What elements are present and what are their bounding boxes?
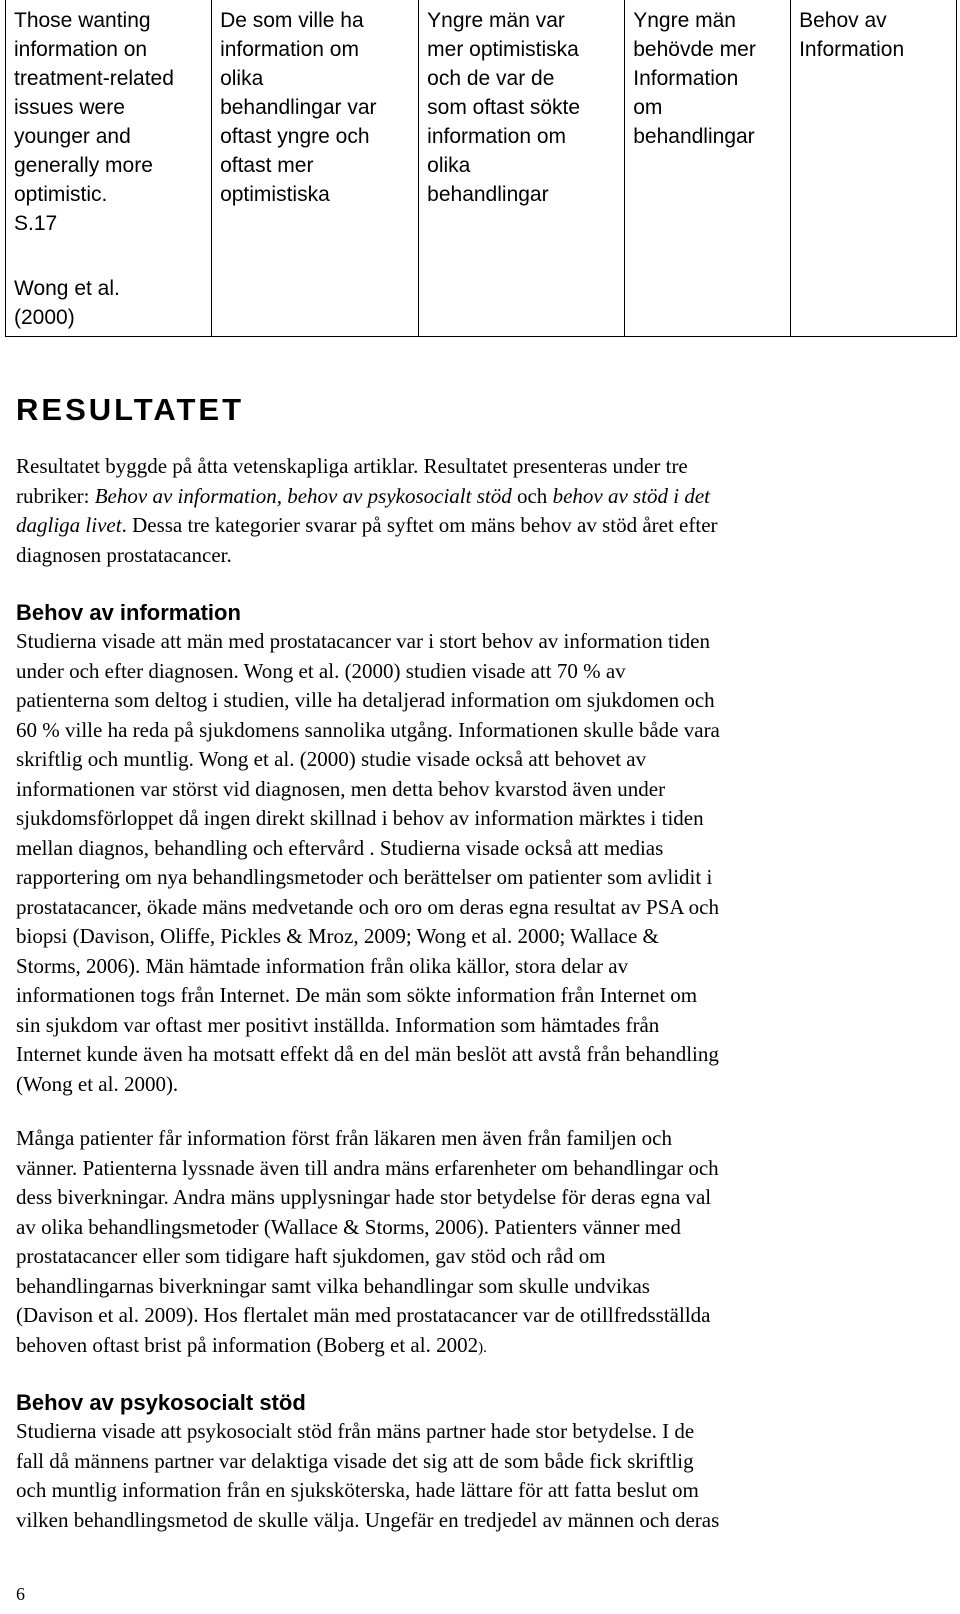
cell-text: Yngre män behövde mer Information om behandlingar (633, 9, 756, 148)
page-number: 6 (16, 1584, 25, 1604)
intro-line-2-prefix: rubriker: (16, 483, 95, 508)
intro-line (16, 482, 916, 512)
section-psychosocial-paragraph-1: Studierna visade att psykosocialt stöd från mäns partner hade stor betydelse. I de fall då männens partner var delaktiga visade det sig att de som både fick skriftlig och muntlig information från en sjuksköterska, hade lättare för att fatta beslut om vilken behandlingsmetod de skulle välja. Ungefär en tredjedel av männen och deras (16, 1419, 720, 1532)
intro-line-4: diagnosen prostatacancer. (16, 542, 232, 567)
intro-line-1: Resultatet byggde på åtta vetenskapliga artiklar. Resultatet presenteras under tre (16, 454, 688, 478)
intro-italic-categories: Behov av information, behov av psykosocialt stöd (94, 483, 512, 508)
cell-text: Yngre män var mer optimistiska och de var de som oftast sökte information om olika behandlingar (427, 9, 581, 206)
paragraph-2-body: Många patienter får information först från läkaren men även från familjen och vänner. Patienterna lyssnade även till andra mäns erfarenheter om behandlingar och dess biverkningar. Andra mäns upplysningar hade stor betydelse för deras egna val av olika behandlingsmetoder (Wallace & Storms, 2006). Patienters vänner med prostatacancer eller som tidigare haft sjukdomen, gav stöd och råd om behandlingarnas biverkningar samt vilka behandlingar som skulle undvikas (Davison et al. 2009). Hos flertalet män med prostatacancer var de otillfredsställda behoven oftast brist på information (Boberg et al. 2002 (16, 1126, 719, 1357)
section-information-paragraph-1: Studierna visade att män med prostatacancer var i stort behov av information tiden under och efter diagnosen. Wong et al. (2000) studien visade att 70 % av patienterna som deltog i studien, ville ha detaljerad information om sjukdomen och 60 % ville ha reda på sjukdomens sannolika utgång. Informationen skulle både vara skriftlig och muntlig. Wong et al. (2000) studie visade också att behovet av informationen var störst vid diagnosen, men detta behov kvarstod även under sjukdomsförloppet då ingen direkt skillnad i behov av information märktes i tiden mellan diagnos, behandling och eftervård . Studierna visade också att medias rapportering om nya behandlingsmetoder och berättelser om patienter som avlidit i prostatacancer, ökade mäns medvetande och oro om deras egna resultat av PSA och biopsi (Davison, Oliffe, Pickles & Mroz, 2009; Wong et al. 2000; Wallace & Storms, 2006). Män hämtade information från olika källor, stora delar av informationen togs från Internet. De män som sökte information från Internet om sin sjukdom var oftast mer positivt inställda. Information som hämtades från Internet kunde även ha motsatt effekt då en del män beslöt att avstå från behandling (Wong et al. 2000). (16, 629, 720, 1096)
intro-line (16, 452, 916, 482)
table-cell-subcategory (625, 0, 791, 337)
intro-line (16, 541, 916, 571)
subheading-psychosocial: Behov av psykosocialt stöd (16, 1390, 306, 1415)
paragraph-2-tail: ). (478, 1339, 487, 1356)
section-psychosocial (16, 1388, 916, 1535)
section-information-paragraph-2 (16, 1124, 916, 1363)
subheading-information: Behov av information (16, 600, 241, 625)
table-cell-condensed (419, 0, 625, 337)
table-cell-translation (212, 0, 419, 337)
section-information-continued (16, 1124, 916, 1363)
cell-author: Wong et al. (2000) (14, 277, 120, 329)
cell-text: De som ville ha information om olika behandlingar var oftast yngre och oftast mer optimistiska (220, 9, 377, 206)
section-information (16, 598, 916, 1099)
intro-line (16, 511, 916, 541)
intro-italic-daily: behov av stöd i det (552, 483, 711, 508)
intro-paragraph (16, 452, 916, 570)
table-row (6, 0, 957, 337)
table-cell-result (6, 0, 212, 337)
intro-line-3-rest: . Dessa tre kategorier svarar på syftet om mäns behov av stöd året efter (121, 513, 718, 537)
study-table (5, 0, 957, 337)
cell-text: Behov av Information (799, 9, 905, 61)
cell-text: Those wanting information on treatment-related issues were younger and generally more optimistic. S.17 (14, 9, 174, 235)
intro-italic-daily-cont: dagliga livet (16, 513, 122, 537)
table-cell-category (791, 0, 957, 337)
section-heading-resultatet: RESULTATET (16, 392, 245, 427)
intro-conjunction: och (511, 483, 553, 508)
